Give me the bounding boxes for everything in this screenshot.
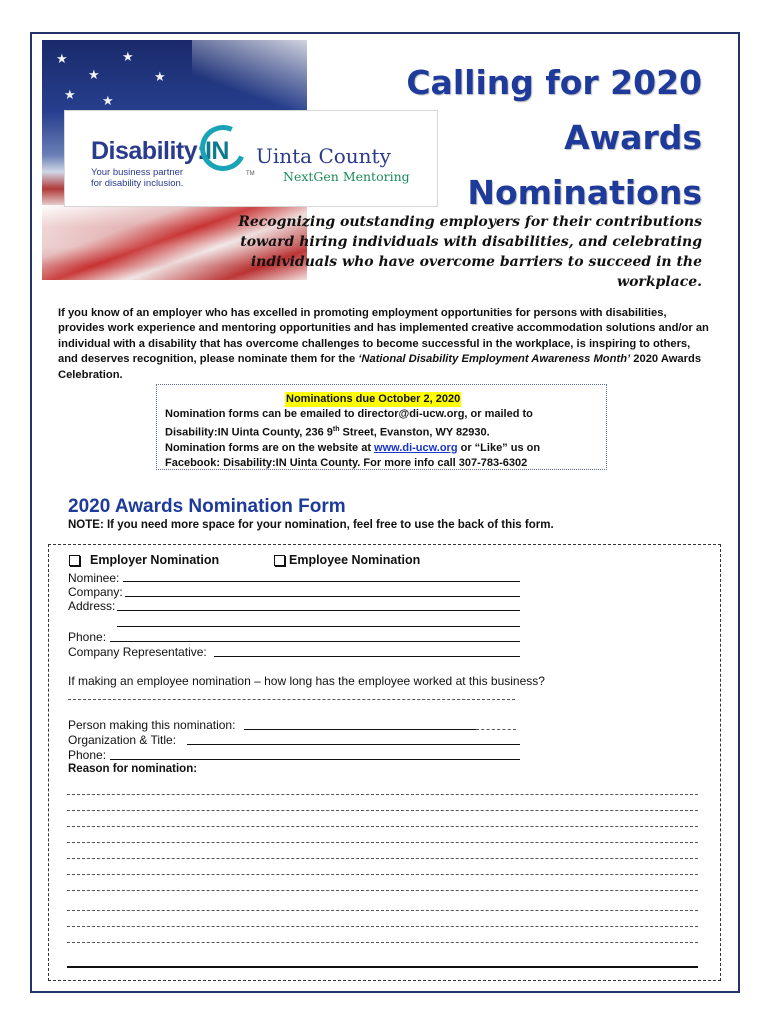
phone-field[interactable]: [110, 641, 520, 642]
employee-option-label: Employee Nomination: [289, 553, 421, 567]
checkbox-icon[interactable]: [69, 555, 80, 566]
nominator-phone-label: Phone:: [68, 748, 107, 762]
organization-title-label: Organization & Title:: [68, 733, 177, 747]
nominator-label: Person making this nomination:: [68, 718, 236, 732]
star-icon: ★: [102, 94, 114, 109]
reason-line[interactable]: [67, 890, 698, 891]
form-note: NOTE: If you need more space for your nomination, feel free to use the back of this form.: [68, 519, 554, 531]
tenure-answer-field[interactable]: [68, 699, 515, 700]
reason-line[interactable]: [67, 942, 698, 943]
notice-address-a: Disability:IN Uinta County, 236 9: [165, 426, 333, 439]
reason-line[interactable]: [67, 858, 698, 859]
reason-line[interactable]: [67, 926, 698, 927]
notice-website-prefix: Nomination forms are on the website at: [165, 441, 375, 454]
logo-trademark: TM: [246, 171, 255, 177]
nominator-field-tail: [476, 729, 516, 730]
reason-final-line[interactable]: [67, 966, 698, 968]
company-representative-field[interactable]: [214, 656, 520, 657]
employer-option-label: Employer Nomination: [90, 553, 220, 567]
nominee-label: Nominee:: [68, 571, 120, 585]
logo-nextgen-text: NextGen Mentoring: [283, 169, 410, 184]
reason-line[interactable]: [67, 842, 698, 843]
headline-line3: Nominations: [467, 173, 702, 212]
deadline-highlight: Nominations due October 2, 2020: [286, 393, 461, 405]
reason-line[interactable]: [67, 874, 698, 875]
headline-line2: Awards: [564, 118, 702, 157]
logo-in-text: IN: [204, 137, 229, 165]
notice-facebook-line: Facebook: Disability:IN Uinta County. For more info call 307-783-6302: [165, 456, 528, 469]
star-icon: ★: [64, 88, 76, 103]
website-link[interactable]: www.di-ucw.org: [374, 441, 458, 454]
nominator-phone-field[interactable]: [110, 759, 520, 760]
star-icon: ★: [56, 52, 68, 67]
reason-line[interactable]: [67, 810, 698, 811]
cloud-wisp: [192, 40, 307, 110]
star-icon: ★: [154, 70, 166, 85]
company-field[interactable]: [125, 596, 520, 597]
company-representative-label: Company Representative:: [68, 645, 207, 659]
address-label: Address:: [68, 599, 116, 613]
reason-label: Reason for nomination:: [68, 763, 198, 775]
notice-address-b: Street, Evanston, WY 82930.: [339, 426, 490, 439]
intro-event-name: ‘National Disability Employment Awareness Month’: [358, 353, 631, 366]
checkbox-icon[interactable]: [274, 555, 285, 566]
logo-county-name: Uinta County: [256, 144, 391, 168]
notice-website-suffix: or “Like” us on: [457, 441, 541, 454]
logo-tagline-line1: Your business partner: [91, 167, 184, 178]
star-icon: ★: [122, 50, 134, 65]
intro-text: If you know of an employer who has excelled in promoting employment opportunities for persons with disabilities, provides work experience and mentoring opportunities and has implemented creative accommodation solutions and/or an individual with a disability that has overcome challenges to become successful in the workplace, is inspiring to others, and deserves recognition, please nominate them for the: [58, 307, 709, 366]
notice-website-line: [165, 441, 598, 456]
nominator-field[interactable]: [244, 729, 476, 730]
address-field-line2[interactable]: [117, 626, 520, 627]
nominee-field[interactable]: [123, 581, 520, 582]
notice-address-sup: th: [332, 426, 340, 433]
reason-line[interactable]: [67, 910, 698, 911]
reason-line[interactable]: [67, 794, 698, 795]
form-title: 2020 Awards Nomination Form: [68, 496, 346, 517]
logo-tagline: [91, 167, 183, 189]
page-tagline: Recognizing outstanding employers for their contributions toward hiring individuals with disabilities, and celebrating individuals who have overcome barriers to succeed in the workplace.: [238, 214, 702, 290]
organization-title-field[interactable]: [187, 744, 520, 745]
deadline-notice-box: [156, 384, 607, 470]
logo-tagline-line2: for disability inclusion.: [91, 178, 184, 189]
company-label: Company:: [68, 585, 123, 599]
employer-nomination-option[interactable]: [69, 553, 219, 567]
headline-line1: Calling for 2020: [406, 63, 702, 102]
intro-paragraph: [58, 306, 713, 383]
logo-ring-icon: [194, 119, 253, 178]
tenure-question: If making an employee nomination – how long has the employee worked at this business?: [68, 674, 545, 688]
reason-line[interactable]: [67, 826, 698, 827]
notice-email-line: Nomination forms can be emailed to director@di-ucw.org, or mailed to: [165, 408, 533, 420]
page-headline: [382, 55, 702, 220]
logo-disability-text: Disability:: [91, 137, 205, 165]
intro-suffix: 2020 Awards Celebration.: [58, 353, 702, 381]
notice-address-line: [165, 422, 598, 441]
address-field[interactable]: [117, 610, 520, 611]
phone-label: Phone:: [68, 630, 107, 644]
employee-nomination-option[interactable]: [274, 553, 420, 567]
star-icon: ★: [88, 68, 100, 83]
